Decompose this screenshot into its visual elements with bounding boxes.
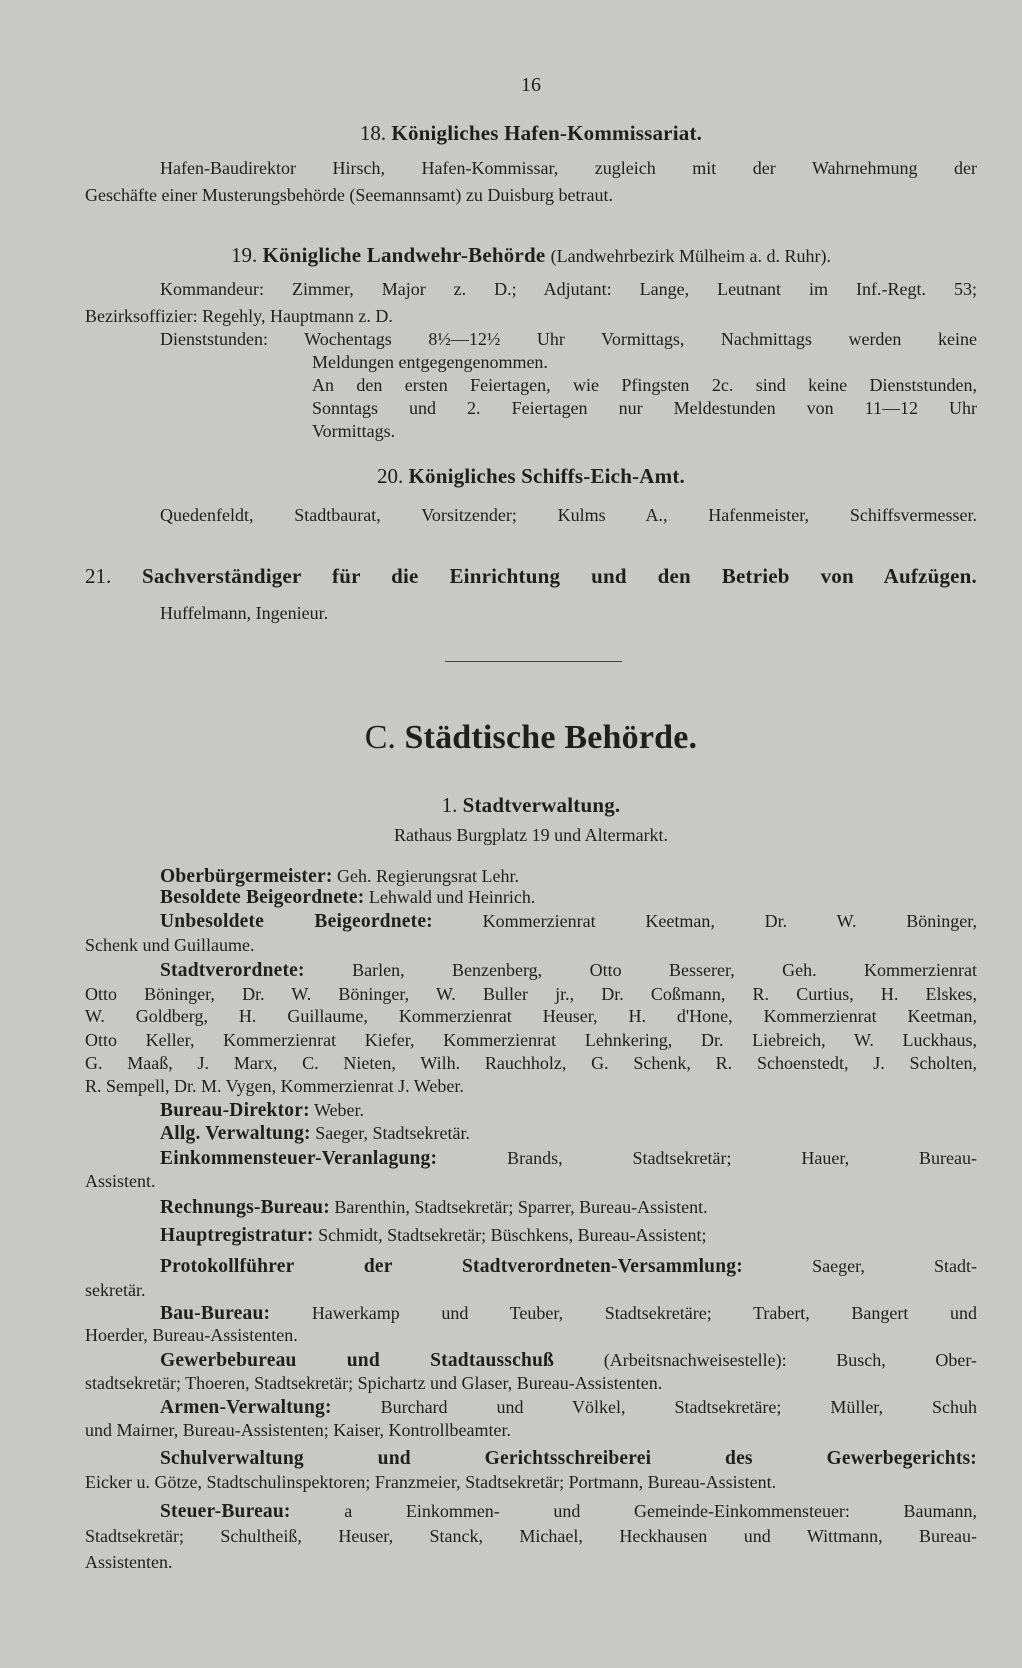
entry-line bbox=[85, 1419, 977, 1441]
text-line: An den ersten Feiertagen, wie Pfingsten 2c. sind keine Dienststunden, bbox=[312, 375, 977, 395]
entry-line bbox=[85, 1005, 977, 1027]
entry-text: Assistent. bbox=[85, 1171, 156, 1191]
entry-text: a Einkommen- und Gemeinde-Einkommensteuer: Baumann, bbox=[344, 1501, 978, 1521]
entry-line bbox=[160, 1396, 977, 1419]
entry-text: Geh. Regierungsrat Lehr. bbox=[337, 866, 519, 886]
entry-text: Brands, Stadtsekretär; Hauer, Bureau- bbox=[507, 1148, 978, 1168]
entry-line bbox=[160, 886, 977, 909]
hours-text: Wochentags 8½—12½ Uhr Vormittags, Nachmittags werden keine bbox=[304, 329, 977, 349]
entry-line bbox=[85, 1372, 977, 1394]
entry-label: Bureau-Direktor: bbox=[160, 1100, 310, 1121]
entry-text: (Arbeitsnachweisestelle): Busch, Ober- bbox=[603, 1350, 977, 1370]
section-subtitle: (Landwehrbezirk Mülheim a. d. Ruhr). bbox=[550, 246, 832, 266]
entry-label: Gewerbebureau und Stadtausschuß bbox=[160, 1350, 555, 1371]
entry-line bbox=[160, 1302, 977, 1325]
entry-line bbox=[160, 1224, 977, 1247]
page-number: 16 bbox=[521, 74, 541, 96]
entry-text: W. Goldberg, H. Guillaume, Kommerzienrat Heuser, H. d'Hone, Kommerzienrat Keetman, bbox=[85, 1006, 977, 1026]
entry-text: Burchard und Völkel, Stadtsekretäre; Müller, Schuh bbox=[380, 1397, 977, 1417]
entry-line bbox=[160, 1122, 977, 1145]
stadtverwaltung-heading bbox=[85, 794, 977, 816]
entry-label: Schulverwaltung und Gerichtsschreiberei des Gewerbegerichts: bbox=[160, 1448, 977, 1469]
address: Rathaus Burgplatz 19 und Altermarkt. bbox=[393, 825, 669, 845]
section-title: Königliche Landwehr-Behörde bbox=[262, 243, 546, 267]
entry-label: Stadtverordnete: bbox=[160, 960, 305, 981]
entry-line bbox=[85, 1551, 977, 1573]
section-title: Städtische Behörde. bbox=[404, 719, 698, 756]
text-line: Geschäfte einer Musterungsbehörde (Seemannsamt) zu Duisburg betraut. bbox=[85, 185, 614, 205]
section-20-heading bbox=[85, 465, 977, 487]
entry-text: R. Sempell, Dr. M. Vygen, Kommerzienrat J. Weber. bbox=[85, 1076, 464, 1096]
entry-text: Barlen, Benzenberg, Otto Besserer, Geh. Kommerzienrat bbox=[352, 960, 978, 980]
section-letter: C. bbox=[364, 719, 396, 756]
section-title: Königliches Schiffs-Eich-Amt. bbox=[408, 464, 685, 488]
entry-text: Saeger, Stadtsekretär. bbox=[315, 1123, 470, 1143]
section-number: 1. bbox=[441, 793, 458, 817]
section-19-heading bbox=[85, 244, 977, 267]
entry-label: Hauptregistratur: bbox=[160, 1225, 314, 1246]
divider bbox=[445, 661, 622, 662]
entry-label: Oberbürgermeister: bbox=[160, 866, 333, 887]
entry-line bbox=[85, 1075, 977, 1097]
section-21-heading bbox=[85, 565, 977, 587]
entry-text: Otto Böninger, Dr. W. Böninger, W. Buller jr., Dr. Coßmann, R. Curtius, H. Elskes, bbox=[85, 984, 977, 1004]
entry-label: Rechnungs-Bureau: bbox=[160, 1197, 330, 1218]
text-line: Quedenfeldt, Stadtbaurat, Vorsitzender; Kulms A., Hafenmeister, Schiffsvermesser. bbox=[160, 505, 977, 525]
section-title: Stadtverwaltung. bbox=[462, 793, 621, 817]
entry-text: G. Maaß, J. Marx, C. Nieten, Wilh. Rauchholz, G. Schenk, R. Schoenstedt, J. Scholten, bbox=[85, 1053, 977, 1073]
section-c-heading bbox=[85, 718, 977, 758]
entry-label: Armen-Verwaltung: bbox=[160, 1397, 332, 1418]
text-line: Huffelmann, Ingenieur. bbox=[160, 603, 329, 623]
entry-line bbox=[85, 1279, 977, 1301]
entry-line bbox=[160, 1147, 977, 1170]
entry-label: Unbesoldete Beigeordnete: bbox=[160, 911, 433, 932]
entry-text: sekretär. bbox=[85, 1280, 146, 1300]
entry-text: und Mairner, Bureau-Assistenten; Kaiser, Kontrollbeamter. bbox=[85, 1420, 511, 1440]
entry-text: Weber. bbox=[313, 1100, 365, 1120]
text-line bbox=[160, 328, 977, 350]
entry-label: Besoldete Beigeordnete: bbox=[160, 887, 365, 908]
hours-label: Dienststunden: bbox=[160, 329, 268, 349]
entry-line bbox=[160, 1500, 977, 1523]
section-number: 18. bbox=[359, 121, 387, 145]
entry-text: Barenthin, Stadtsekretär; Sparrer, Bureau-Assistent. bbox=[334, 1197, 708, 1217]
entry-text: Saeger, Stadt- bbox=[812, 1256, 978, 1276]
text-line: Vormittags. bbox=[312, 421, 396, 441]
section-18-heading bbox=[85, 122, 977, 144]
entry-line bbox=[160, 910, 977, 933]
entry-line bbox=[160, 1349, 977, 1372]
entry-text: Hoerder, Bureau-Assistenten. bbox=[85, 1325, 298, 1345]
entry-label: Steuer-Bureau: bbox=[160, 1501, 291, 1522]
entry-line bbox=[85, 1052, 977, 1074]
entry-text: Kommerzienrat Keetman, Dr. W. Böninger, bbox=[482, 911, 978, 931]
entry-text: Schmidt, Stadtsekretär; Büschkens, Bureau-Assistent; bbox=[318, 1225, 707, 1245]
entry-text: Stadtsekretär; Schultheiß, Heuser, Stanck, Michael, Heckhausen und Wittmann, Bureau- bbox=[85, 1526, 977, 1546]
text-line: Kommandeur: Zimmer, Major z. D.; Adjutant: Lange, Leutnant im Inf.-Regt. 53; bbox=[160, 279, 977, 299]
entry-text: Hawerkamp und Teuber, Stadtsekretäre; Trabert, Bangert und bbox=[311, 1303, 977, 1323]
section-title: Königliches Hafen-Kommissariat. bbox=[391, 121, 703, 145]
entry-label: Bau-Bureau: bbox=[160, 1303, 271, 1324]
entry-line bbox=[160, 1447, 977, 1470]
text-line: Hafen-Baudirektor Hirsch, Hafen-Kommissar, zugleich mit der Wahrnehmung der bbox=[160, 158, 977, 178]
entry-text: stadtsekretär; Thoeren, Stadtsekretär; Spichartz und Glaser, Bureau-Assistenten. bbox=[85, 1373, 663, 1393]
text-line: Sonntags und 2. Feiertagen nur Meldestunden von 11—12 Uhr bbox=[312, 398, 977, 418]
entry-line bbox=[160, 1196, 977, 1219]
text-line: Meldungen entgegengenommen. bbox=[312, 352, 548, 372]
entry-text: Schenk und Guillaume. bbox=[85, 935, 255, 955]
entry-label: Allg. Verwaltung: bbox=[160, 1123, 311, 1144]
section-title: Sachverständiger für die Einrichtung und den Betrieb von Aufzügen. bbox=[141, 564, 977, 588]
entry-line bbox=[160, 1255, 977, 1278]
section-number: 20. bbox=[377, 464, 404, 488]
entry-line bbox=[85, 1170, 977, 1192]
entry-text: Eicker u. Götze, Stadtschulinspektoren; Franzmeier, Stadtsekretär; Portmann, Bureau-Assistent. bbox=[85, 1472, 777, 1492]
entry-line bbox=[85, 1471, 977, 1493]
entry-line bbox=[85, 983, 977, 1005]
entry-text: Lehwald und Heinrich. bbox=[368, 887, 536, 907]
section-number: 19. bbox=[230, 243, 258, 267]
entry-label: Einkommensteuer-Veranlagung: bbox=[160, 1148, 438, 1169]
entry-text: Assistenten. bbox=[85, 1552, 173, 1572]
entry-line bbox=[85, 934, 977, 956]
section-number: 21. bbox=[85, 564, 112, 588]
entry-line bbox=[85, 1324, 977, 1346]
text-line: Bezirksoffizier: Regehly, Hauptmann z. D. bbox=[85, 306, 393, 326]
entry-line bbox=[160, 865, 977, 888]
entry-line bbox=[85, 1029, 977, 1051]
entry-label: Protokollführer der Stadtverordneten-Versammlung: bbox=[160, 1256, 743, 1277]
entry-text: Otto Keller, Kommerzienrat Kiefer, Kommerzienrat Lehnkering, Dr. Liebreich, W. Luckhaus, bbox=[85, 1030, 977, 1050]
entry-line bbox=[160, 1099, 977, 1122]
entry-line bbox=[85, 1525, 977, 1547]
entry-line bbox=[160, 959, 977, 982]
